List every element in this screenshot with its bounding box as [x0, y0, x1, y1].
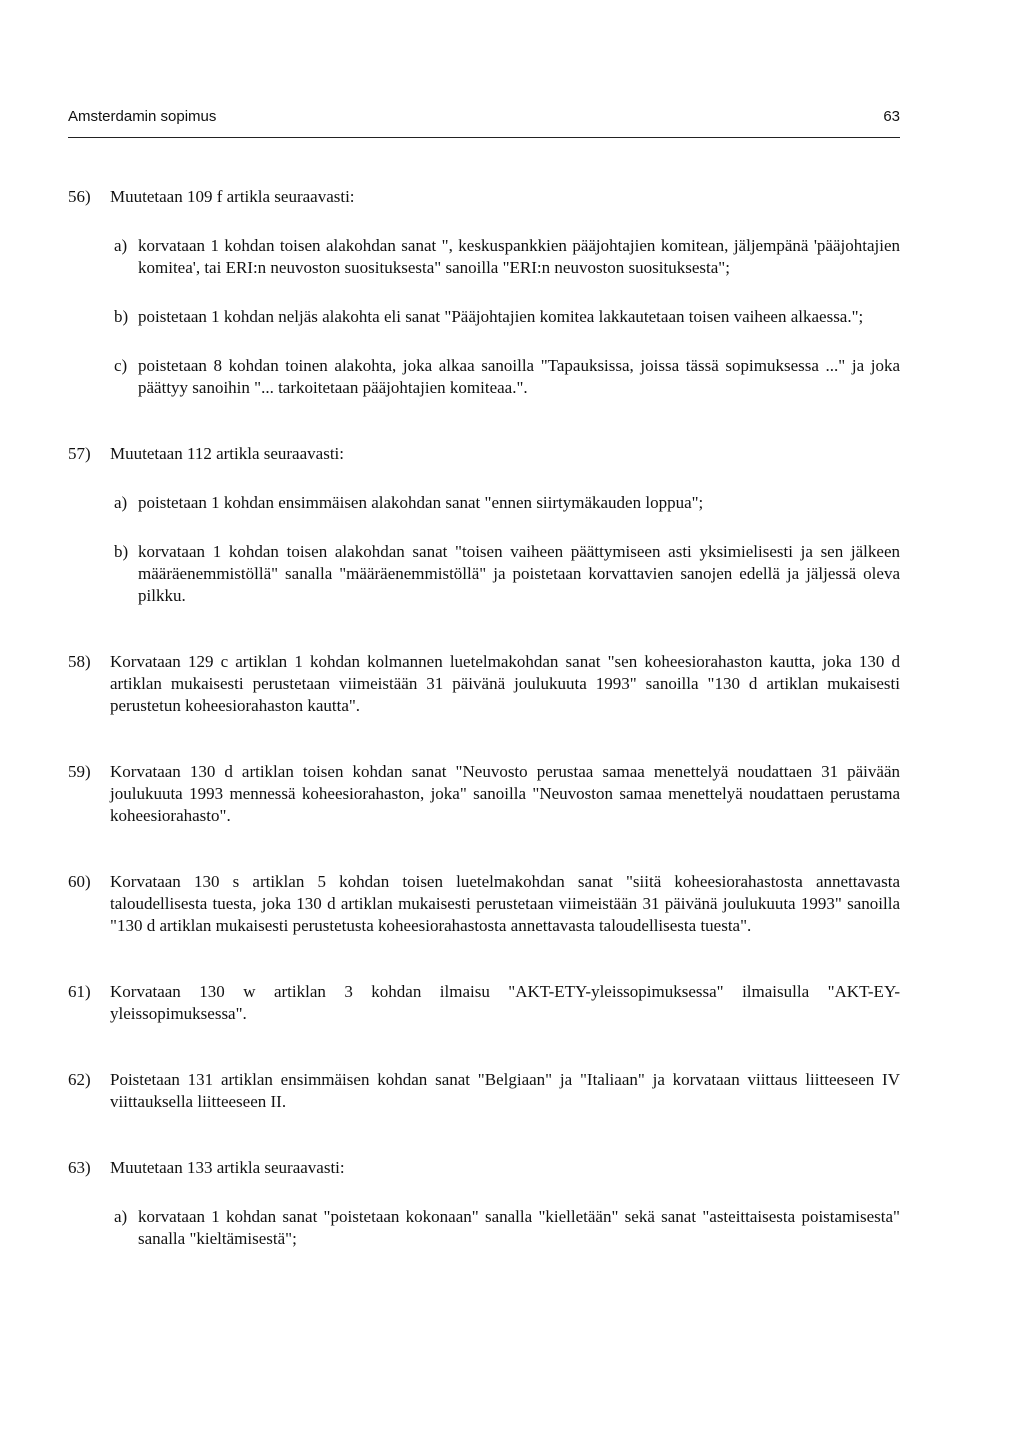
- sub-item-b: [114, 306, 900, 328]
- item-body: [110, 1157, 900, 1250]
- item-body: [110, 186, 900, 399]
- list-item-61: [68, 981, 900, 1025]
- item-text: Korvataan 130 d artiklan toisen kohdan sanat "Neuvosto perustaa samaa menettelyä noudattaen 31 päivään joulukuuta 1993 mennessä koheesiorahaston, joka" sanoilla "Neuvoston samaa menettelyä noudattaen perustama koheesiorahasto".: [110, 762, 900, 825]
- item-number: 62): [68, 1070, 91, 1089]
- list-item-58: [68, 651, 900, 717]
- item-text: Poistetaan 131 artiklan ensimmäisen kohdan sanat "Belgiaan" ja "Italiaan" ja korvataan viittaus liitteeseen IV viittauksella liitteeseen II.: [110, 1070, 900, 1111]
- item-text: Korvataan 130 w artiklan 3 kohdan ilmaisu "AKT-ETY-yleissopimuksessa" ilmaisulla "AKT-EY-yleissopimuksessa".: [110, 982, 900, 1023]
- list-item-59: [68, 761, 900, 827]
- item-intro: Muutetaan 109 f artikla seuraavasti:: [110, 187, 355, 206]
- sub-item-label: c): [114, 356, 128, 375]
- item-number: 56): [68, 187, 91, 206]
- sub-item-label: a): [114, 493, 128, 512]
- sub-item-text: korvataan 1 kohdan toisen alakohdan sanat ", keskuspankkien pääjohtajien komitean, jäljempänä 'pääjohtajien komitea', tai ERI:n neuvoston suosituksesta" sanoilla "ERI:n neuvoston suosituksesta";: [138, 236, 900, 277]
- sub-item-label: b): [114, 307, 129, 326]
- list-item-56: [68, 186, 900, 399]
- list-item-63: [68, 1157, 900, 1250]
- item-intro: Muutetaan 112 artikla seuraavasti:: [110, 444, 344, 463]
- sub-item-label: a): [114, 236, 128, 255]
- list-item-57: [68, 443, 900, 607]
- item-text: Korvataan 130 s artiklan 5 kohdan toisen luetelmakohdan sanat "siitä koheesiorahastosta annettavasta taloudellisesta tuesta, joka 130 d artiklan mukaisesti perustetaan viimeistään 31 päivänä joulukuuta 1993" sanoilla "130 d artiklan mukaisesti perustetusta koheesiorahastosta annettavasta taloudellisesta tuesta".: [110, 872, 900, 935]
- item-number: 63): [68, 1158, 91, 1177]
- item-number: 61): [68, 982, 91, 1001]
- item-body: [110, 443, 900, 607]
- sub-item-text: poistetaan 1 kohdan neljäs alakohta eli sanat "Pääjohtajien komitea lakkautetaan toisen vaiheen alkaessa.";: [138, 307, 864, 326]
- sub-item-text: korvataan 1 kohdan toisen alakohdan sanat "toisen vaiheen päättymiseen asti yksimielisesti ja sen jälkeen määräenemmistöllä" sanalla "määräenemmistöllä" ja poistetaan korvattavien sanojen edellä ja jäljessä oleva pilkku.: [138, 542, 900, 605]
- document-body: [68, 186, 900, 1294]
- page-header: [68, 108, 900, 136]
- item-number: 57): [68, 444, 91, 463]
- sub-item-a: [114, 235, 900, 279]
- sub-item-a: [114, 1206, 900, 1250]
- list-item-60: [68, 871, 900, 937]
- sub-item-text: poistetaan 8 kohdan toinen alakohta, joka alkaa sanoilla "Tapauksissa, joissa tässä sopimuksessa ..." ja joka päättyy sanoihin "... tarkoitetaan pääjohtajien komiteaa.".: [138, 356, 900, 397]
- sub-item-label: a): [114, 1207, 128, 1226]
- sub-item-b: [114, 541, 900, 607]
- page-number: 63: [883, 108, 900, 125]
- sub-item-a: [114, 492, 900, 514]
- header-rule: [68, 137, 900, 138]
- item-text: Korvataan 129 c artiklan 1 kohdan kolmannen luetelmakohdan sanat "sen koheesiorahaston kautta, joka 130 d artiklan mukaisesti perustetaan viimeistään 31 päivänä joulukuuta 1993" sanoilla "130 d artiklan mukaisesti perustetun koheesiorahaston kautta".: [110, 652, 900, 715]
- item-number: 59): [68, 762, 91, 781]
- list-item-62: [68, 1069, 900, 1113]
- item-intro: Muutetaan 133 artikla seuraavasti:: [110, 1158, 345, 1177]
- sub-item-label: b): [114, 542, 129, 561]
- sub-item-text: korvataan 1 kohdan sanat "poistetaan kokonaan" sanalla "kielletään" sekä sanat "asteittaisesta poistamisesta" sanalla "kieltämisestä";: [138, 1207, 900, 1248]
- item-number: 58): [68, 652, 91, 671]
- sub-item-text: poistetaan 1 kohdan ensimmäisen alakohdan sanat "ennen siirtymäkauden loppua";: [138, 493, 704, 512]
- sub-item-c: [114, 355, 900, 399]
- running-title: Amsterdamin sopimus: [68, 108, 217, 125]
- item-number: 60): [68, 872, 91, 891]
